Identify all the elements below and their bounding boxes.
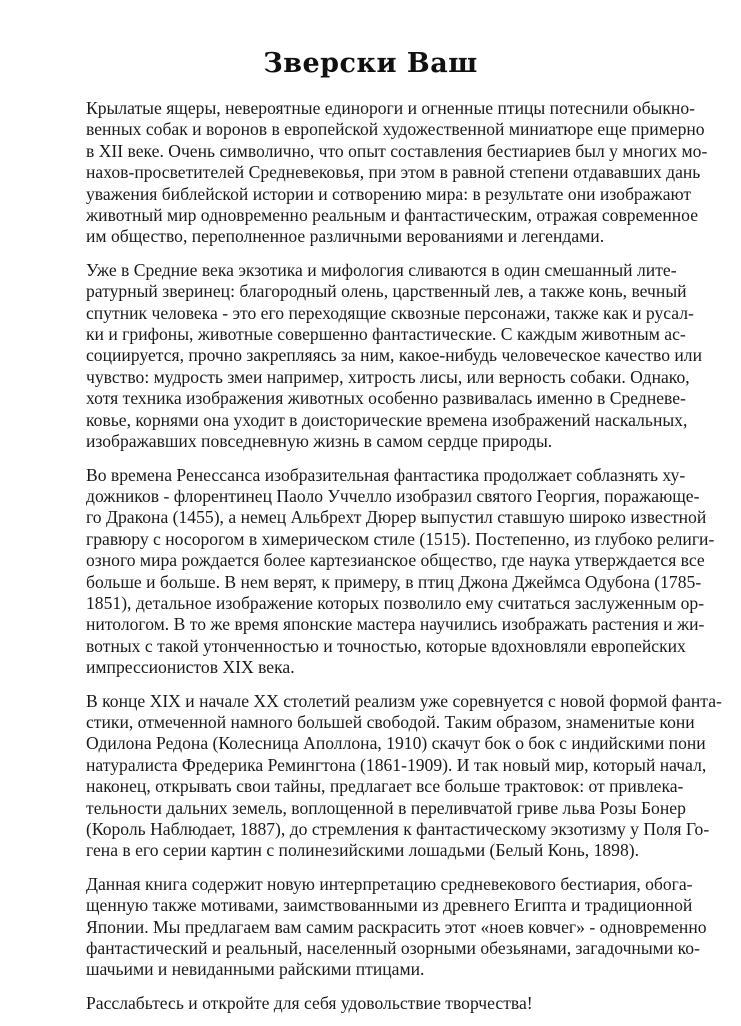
text-line: вотных с такой утонченностью и точностью, которые вдохновляли европейских xyxy=(86,635,686,656)
text-line: Крылатые ящеры, невероятные единороги и огненные птицы потеснили обыкно- xyxy=(86,98,695,118)
page-title: Зверски Ваш xyxy=(263,48,478,79)
text-line: ки и грифоны, животные совершенно фантастические. С каждым животным ас- xyxy=(86,324,686,345)
text-line: животный мир одновременно реальным и фантастическим, отражая современное xyxy=(86,205,699,226)
text-line: щенную также мотивами, заимствованными из древнего Египта и традиционной xyxy=(86,895,693,916)
text-line: (Король Наблюдает, 1887), до стремления к фантастическому экзотизму у Поля Го- xyxy=(86,819,710,839)
text-line: чувство: мудрость змеи например, хитрость лисы, или верность собаки. Однако, xyxy=(86,366,690,387)
text-line: фантастический и реальный, населенный озорными обезьянами, загадочными ко- xyxy=(86,938,700,959)
text-line: в XII веке. Очень символично, что опыт составления бестиариев был у многих мо- xyxy=(86,140,708,161)
paragraph-closing xyxy=(86,993,668,1014)
text-line: Уже в Средние века экзотика и мифология сливаются в один смешанный лите- xyxy=(86,259,677,280)
text-line: 1851), детальное изображение которых позволило ему считаться заслуженным ор- xyxy=(86,592,705,613)
text-line: импрессионистов XIX века. xyxy=(86,657,295,678)
paragraph-2 xyxy=(86,259,703,453)
text-line: социируется, прочно закрепляясь за ним, какое-нибудь человеческое качество или xyxy=(86,345,703,366)
text-line: го Дракона (1455), а немец Альбрехт Дюрер выпустил ставшую широко известной xyxy=(86,507,707,528)
text-line: наконец, открывать свои тайны, предлагает все больше трактовок: от привлека- xyxy=(86,776,684,797)
text-line: натуралиста Фредерика Ремингтона (1861-1909). И так новый мир, который начал, xyxy=(86,754,707,775)
text-line: Во времена Ренессанса изобразительная фантастика продолжает соблазнять ху- xyxy=(86,464,686,485)
text-line: ратурный зверинец: благородный олень, царственный лев, а также конь, вечный xyxy=(86,281,687,302)
text-line: нитологом. В то же время японские мастера научились изображать растения и жи- xyxy=(86,614,705,635)
text-line: нахов-просветителей Средневековья, при этом в равной степени отдававших дань xyxy=(86,162,701,183)
text-line: уважения библейской истории и сотворению мира: в результате они изображают xyxy=(86,183,692,204)
text-line: озного мира рождается более картезианское общество, где наука утверждается все xyxy=(86,550,705,571)
text-line: шачьими и невиданными райскими птицами. xyxy=(86,959,425,980)
text-line: Расслабьтесь и откройте для себя удовольствие творчества! xyxy=(86,992,533,1013)
text-line: Одилона Редона (Колесница Аполлона, 1910) скачут бок о бок с индийскими пони xyxy=(86,733,706,754)
paragraph-1 xyxy=(86,98,708,248)
text-line: Японии. Мы предлагаем вам самим раскрасить этот «ноев ковчег» - одновременно xyxy=(86,916,707,937)
text-line: гравюру с носорогом в химерическом стиле (1515). Постепенно, из глубоко религи- xyxy=(86,528,715,549)
text-line: хотя техника изображения животных особенно развивалась именно в Средневе- xyxy=(86,388,686,409)
text-line: ковье, корнями она уходит в доисторические времена изображений наскальных, xyxy=(86,409,688,430)
text-line: изображавших повседневную жизнь в самом сердце природы. xyxy=(86,431,553,452)
text-line: Данная книга содержит новую интерпретацию средневекового бестиария, обога- xyxy=(86,873,693,894)
text-line: им общество, переполненное различными верованиями и легендами. xyxy=(86,226,605,247)
text-line: тельности дальних земель, воплощенной в переливчатой гриве льва Розы Бонер xyxy=(86,797,686,818)
text-line: гена в его серии картин с полинезийскими лошадьми (Белый Конь, 1898). xyxy=(86,840,640,861)
text-line: больше и больше. В нем верят, к примеру, в птиц Джона Джеймса Одубона (1785- xyxy=(86,571,702,592)
text-line: дожников - флорентинец Паоло Уччелло изобразил святого Георгия, поражающе- xyxy=(86,485,700,506)
text-line: спутник человека - это его переходящие сквозные персонажи, также как и русал- xyxy=(86,302,694,323)
paragraph-3 xyxy=(86,464,715,679)
paragraph-5 xyxy=(86,873,707,981)
body-text xyxy=(86,98,722,1026)
text-line: стики, отмеченной намного большей свободой. Таким образом, знаменитые кони xyxy=(86,711,695,732)
paragraph-4 xyxy=(86,690,722,862)
text-line: В конце XIX и начале XX столетий реализм уже соревнуется с новой формой фанта- xyxy=(86,690,722,711)
text-line: венных собак и воронов в европейской художественной миниатюре еще примерно xyxy=(86,119,705,140)
